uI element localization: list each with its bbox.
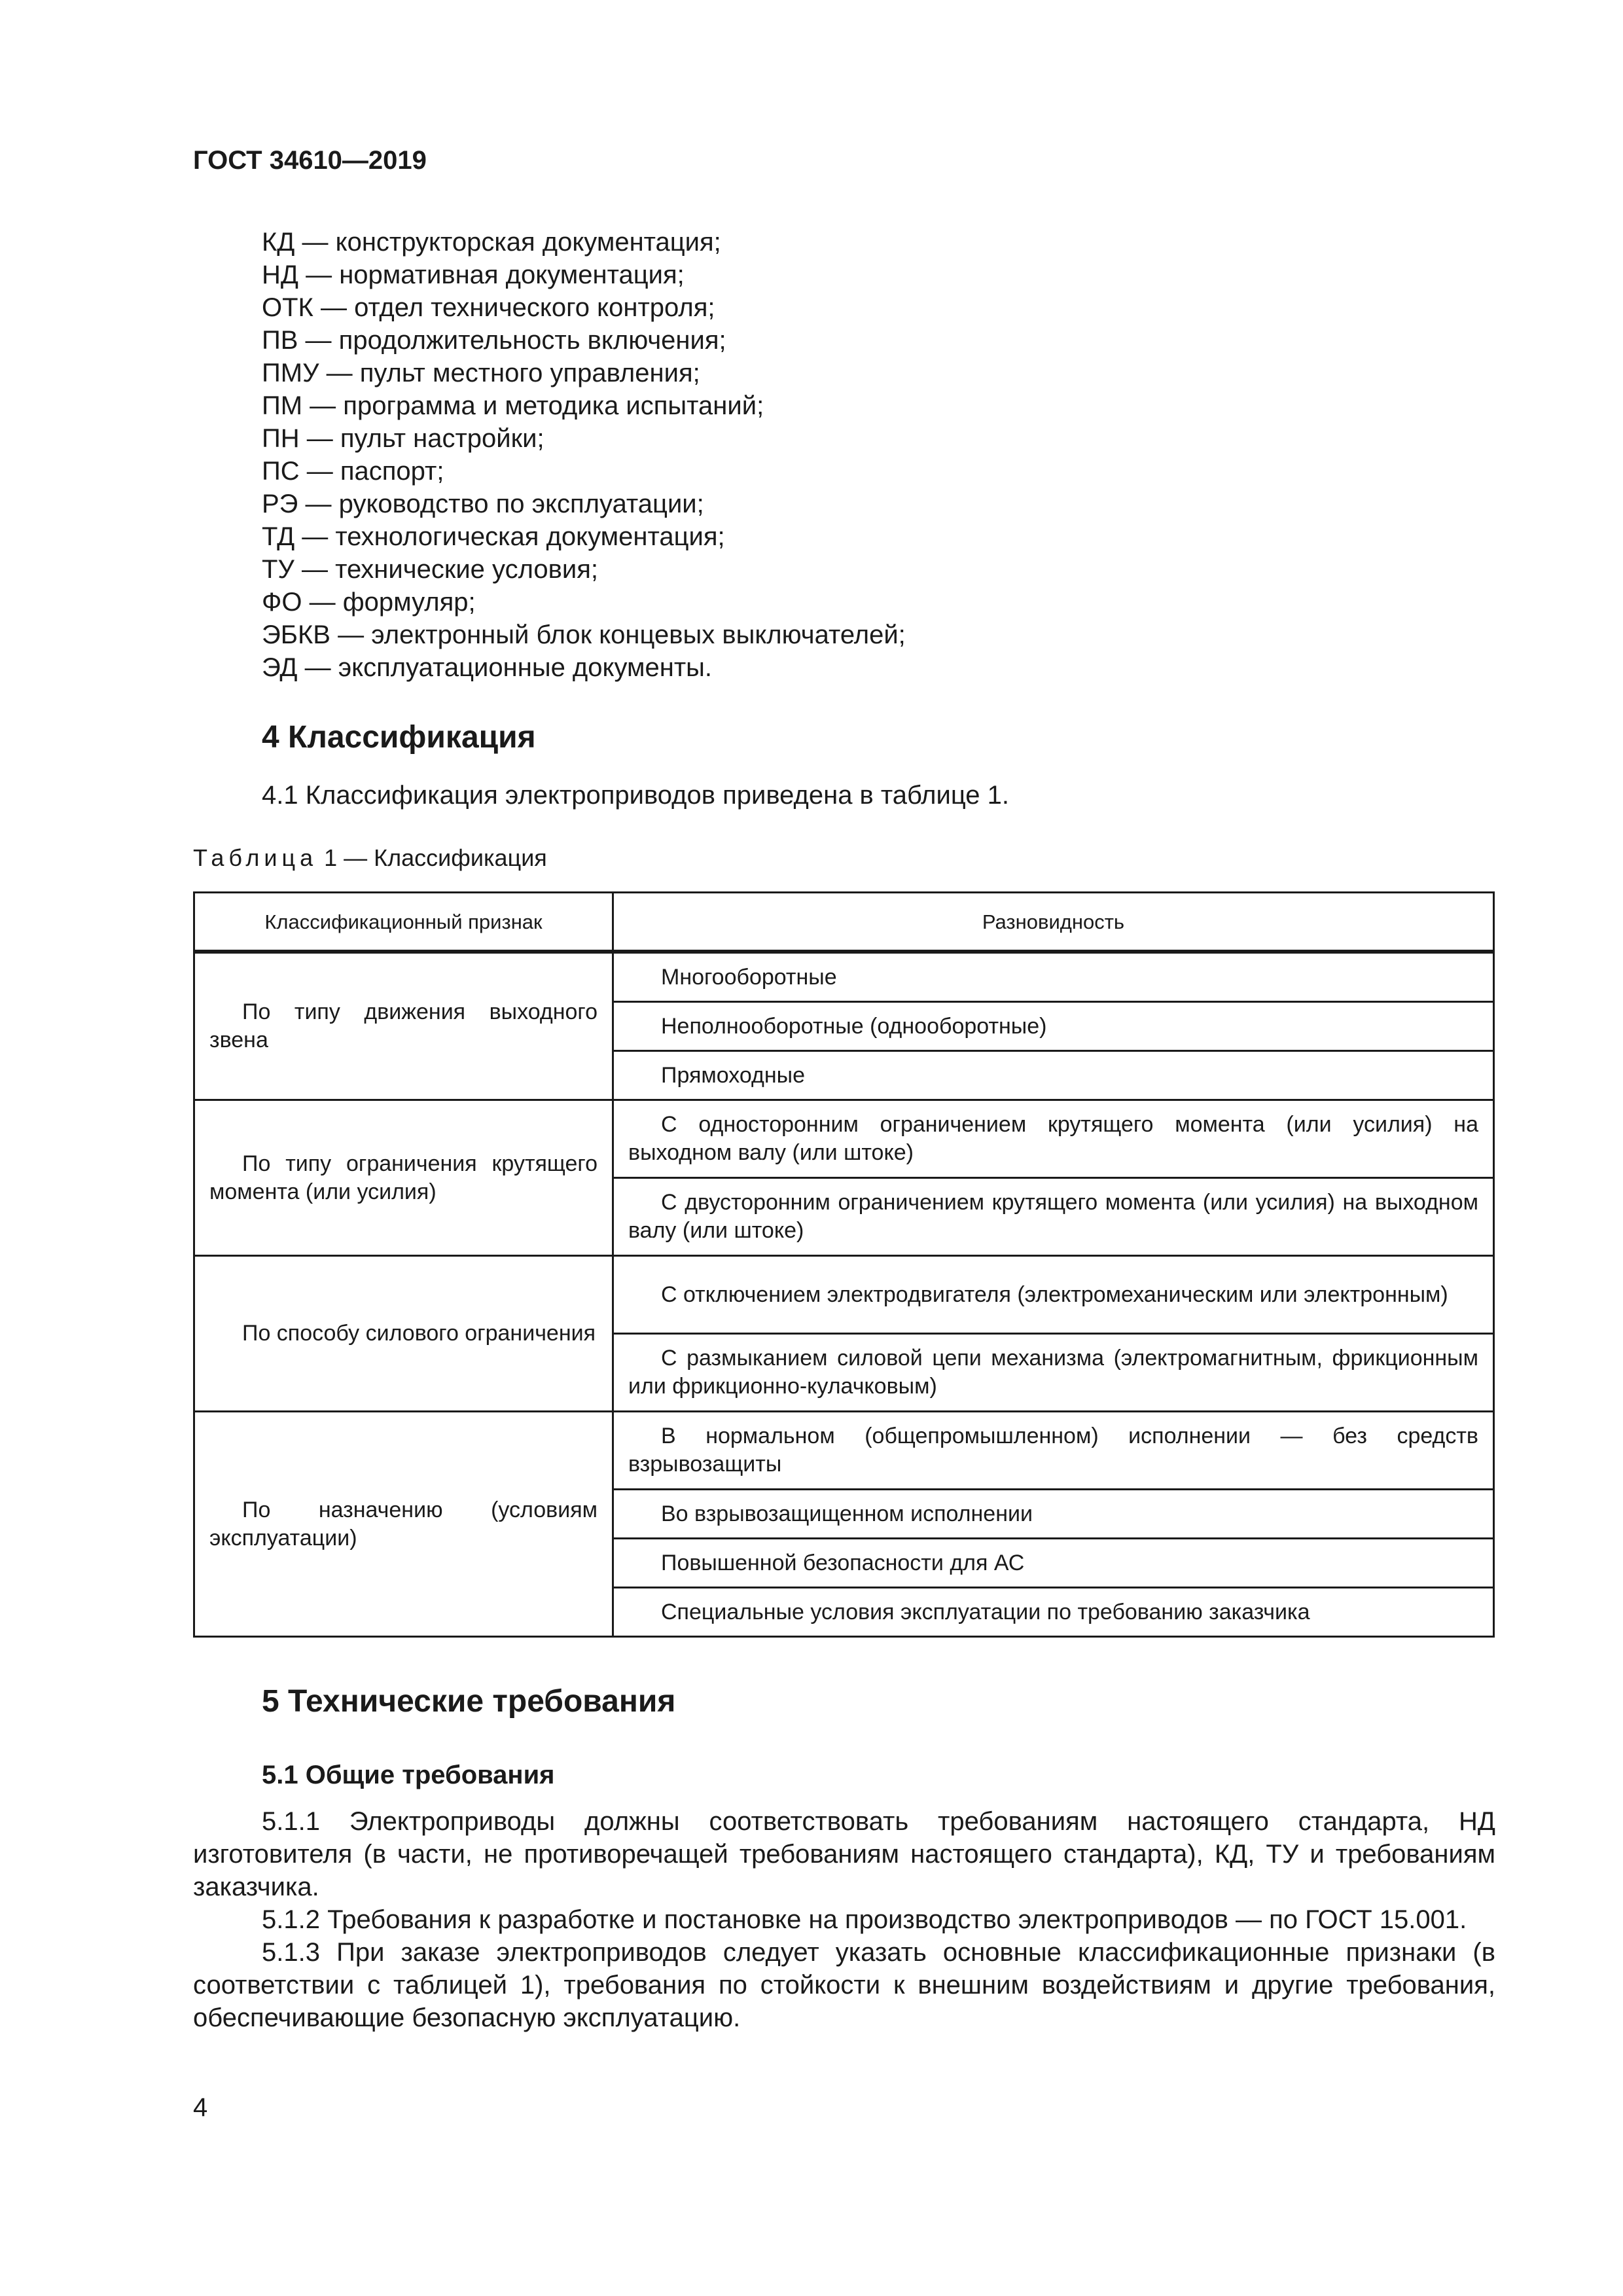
variant-cell: Повышенной безопасности для АС (613, 1539, 1494, 1588)
abbreviation-item: ПН — пульт настройки; (262, 424, 544, 453)
table-caption (193, 846, 547, 870)
page-number: 4 (193, 2093, 208, 2122)
variant-cell: Многооборотные (613, 952, 1494, 1002)
document-header: ГОСТ 34610—2019 (193, 146, 427, 175)
abbreviation-item: ЭБКВ — электронный блок концевых выключателей; (262, 620, 906, 649)
classification-table (193, 891, 1495, 1638)
section-4-title: 4 Классификация (262, 720, 536, 755)
category-cell: По типу ограничения крутящего момента (или усилия) (194, 1100, 613, 1256)
variant-cell: Прямоходные (613, 1051, 1494, 1100)
abbreviation-item: ПМ — программа и методика испытаний; (262, 391, 764, 420)
variant-cell: Неполнооборотные (однооборотные) (613, 1002, 1494, 1051)
abbreviation-item: НД — нормативная документация; (262, 260, 685, 289)
variant-cell: В нормальном (общепромышленном) исполнении — без средств взрывозащиты (613, 1412, 1494, 1490)
paragraph-4-1: 4.1 Классификация электроприводов приведена в таблице 1. (262, 781, 1010, 810)
abbreviation-item: РЭ — руководство по эксплуатации; (262, 490, 704, 518)
paragraph-5-1-1: 5.1.1 Электроприводы должны соответствовать требованиям настоящего стандарта, НД изготовителя (в части, не противоречащей требованиям настоящего стандарта), КД, ТУ и требованиям заказчика. (193, 1807, 1495, 1901)
paragraph-5-1-3: 5.1.3 При заказе электроприводов следует указать основные классификационные признаки (в соответствии с таблицей 1), требования по стойкости к внешним воздействиям и другие требования, обеспечивающие безопасную эксплуатацию. (193, 1938, 1495, 2032)
abbreviations-list (262, 226, 906, 684)
subsection-5-1-title: 5.1 Общие требования (262, 1761, 555, 1789)
category-cell: По назначению (условиям эксплуатации) (194, 1412, 613, 1637)
abbreviation-item: ОТК — отдел технического контроля; (262, 293, 715, 322)
abbreviation-item: ПМУ — пульт местного управления; (262, 359, 700, 387)
table-caption-label: Таблица (193, 844, 318, 871)
abbreviation-item: ЭД — эксплуатационные документы. (262, 653, 713, 682)
column-header-variant: Разновидность (613, 893, 1494, 952)
variant-cell: С односторонним ограничением крутящего момента (или усилия) на выходном валу (или штоке) (613, 1100, 1494, 1178)
table-row (194, 1412, 1494, 1490)
abbreviation-item: ТД — технологическая документация; (262, 522, 725, 551)
column-header-feature: Классификационный признак (194, 893, 613, 952)
variant-cell: С отключением электродвигателя (электромеханическим или электронным) (613, 1256, 1494, 1334)
variant-cell: Специальные условия эксплуатации по требованию заказчика (613, 1588, 1494, 1637)
abbreviation-item: ТУ — технические условия; (262, 555, 598, 584)
variant-cell: Во взрывозащищенном исполнении (613, 1490, 1494, 1539)
category-cell: По типу движения выходного звена (194, 952, 613, 1100)
table-header-row (194, 893, 1494, 952)
table-row (194, 952, 1494, 1002)
abbreviation-item: КД — конструкторская документация; (262, 228, 721, 257)
section-5-title: 5 Технические требования (262, 1684, 676, 1719)
table-row (194, 1256, 1494, 1334)
abbreviation-item: ПВ — продолжительность включения; (262, 326, 726, 355)
abbreviation-item: ФО — формуляр; (262, 588, 476, 617)
variant-cell: С двусторонним ограничением крутящего момента (или усилия) на выходном валу (или штоке) (613, 1178, 1494, 1256)
paragraph-5-1-2: 5.1.2 Требования к разработке и постановке на производство электроприводов — по ГОСТ 15.001. (262, 1905, 1467, 1934)
abbreviation-item: ПС — паспорт; (262, 457, 444, 486)
variant-cell: С размыканием силовой цепи механизма (электромагнитным, фрикционным или фрикционно-кулачковым) (613, 1334, 1494, 1412)
table-row (194, 1100, 1494, 1178)
table-caption-title: 1 — Классификация (317, 844, 547, 871)
category-cell: По способу силового ограничения (194, 1256, 613, 1412)
